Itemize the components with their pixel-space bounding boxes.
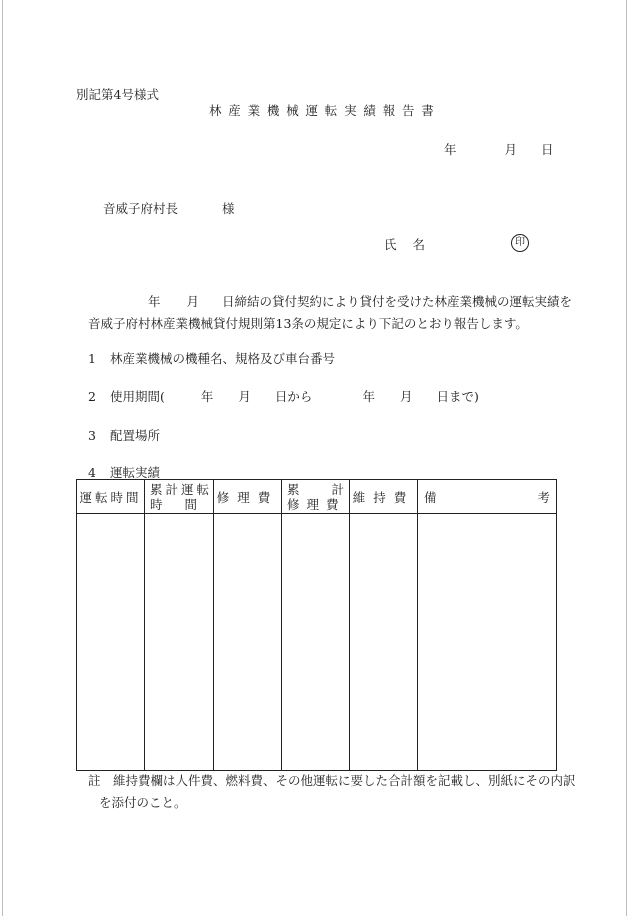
item-location [88, 426, 160, 444]
header-cumulative-repair-line2: 修理費 [287, 496, 346, 512]
addressee-honorific: 様 [222, 201, 235, 216]
period-to: 日まで) [436, 389, 479, 404]
date-year: 年 [444, 142, 457, 157]
date-day: 日 [541, 142, 554, 157]
item-number: 4 [88, 465, 96, 480]
page-border-right [626, 0, 627, 916]
cell-remarks[interactable] [418, 514, 557, 771]
body-line-2: 音威子府村林産業機械貸付規則第13条の規定により下記のとおり報告します。 [88, 316, 528, 331]
item-label: 林産業機械の機種名、規格及び車台番号 [110, 351, 336, 366]
cell-operating-hours[interactable] [77, 514, 145, 771]
table-row [77, 514, 557, 771]
header-repair-cost: 修理費 [214, 480, 282, 514]
header-maintenance-cost: 維持費 [350, 480, 418, 514]
item-number: 1 [88, 351, 96, 366]
applicant-name-line [384, 235, 441, 253]
item-usage-period [88, 387, 479, 405]
header-cumulative-hours-line2: 時 間 [150, 496, 206, 512]
header-remarks-left: 備 [424, 489, 437, 505]
header-cumulative-hours-line1: 累計運転 [150, 481, 213, 497]
addressee-name: 音威子府村長 [103, 201, 179, 216]
note-line-2: を添付のこと。 [99, 795, 187, 810]
cell-cumulative-hours[interactable] [145, 514, 214, 771]
header-cumulative-repair [282, 480, 358, 514]
item-number: 2 [88, 389, 96, 404]
header-remarks [418, 480, 557, 514]
period-year-1: 年 [200, 389, 214, 404]
cell-maintenance-cost[interactable] [350, 514, 418, 771]
period-year-2: 年 [362, 389, 375, 404]
item-machine-type [88, 349, 335, 367]
seal-mark: 印 [511, 234, 529, 252]
period-month-2: 月 [399, 389, 413, 404]
header-cumulative-hours [145, 480, 214, 514]
period-from: 日から [274, 389, 313, 404]
cell-repair-cost[interactable] [214, 514, 282, 771]
header-remarks-right: 考 [537, 489, 550, 505]
document-title: 林産業機械運転実績報告書 [209, 103, 441, 118]
addressee [103, 199, 235, 217]
header-operating-hours: 運転時間 [77, 480, 145, 514]
body-month: 月 [186, 294, 200, 309]
item-label: 使用期間( [110, 389, 165, 404]
applicant-name-label: 氏名 [384, 237, 442, 252]
table-header-row [77, 480, 557, 514]
page-border-left [2, 0, 3, 916]
cell-cumulative-repair[interactable] [282, 514, 350, 771]
item-label: 配置場所 [110, 428, 161, 443]
form-number: 別記第4号様式 [76, 87, 159, 102]
date-month: 月 [504, 142, 518, 157]
body-year: 年 [148, 294, 161, 309]
period-month-1: 月 [238, 389, 251, 404]
body-line-1 [148, 292, 572, 310]
body-text-1: 日締結の貸付契約により貸付を受けた林産業機械の運転実績を [222, 294, 573, 309]
header-cumulative-repair-line1: 累 計 [287, 481, 358, 497]
operation-record-table [76, 479, 557, 771]
item-number: 3 [88, 428, 96, 443]
date-line [444, 140, 554, 158]
note-line-1: 註 維持費欄は人件費、燃料費、その他運転に要した合計額を記載し、別紙にその内訳 [88, 773, 576, 788]
item-label: 運転実績 [110, 465, 161, 480]
